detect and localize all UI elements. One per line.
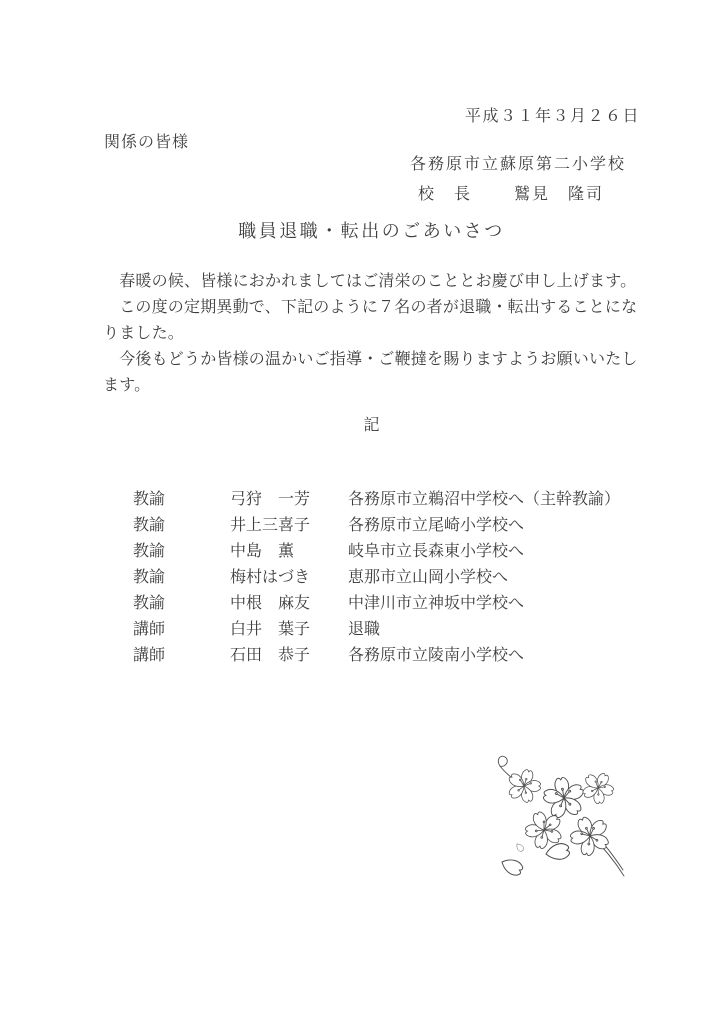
date: 平成３１年３月２６日 <box>464 108 640 125</box>
spacer <box>472 181 514 204</box>
staff-destination: 各務原市立陵南小学校へ <box>348 647 525 664</box>
staff-name: 井上三喜子 <box>230 517 311 534</box>
staff-name: 梅村はづき <box>230 569 311 586</box>
staff-destination: 中津川市立神坂中学校へ <box>348 595 525 612</box>
document-title: 職員退職・転出のごあいさつ <box>238 221 505 241</box>
staff-row <box>133 513 620 539</box>
staff-name: 白井 葉子 <box>230 621 311 638</box>
staff-role: 教諭 <box>133 491 166 508</box>
staff-name: 中島 薫 <box>230 543 295 560</box>
staff-role: 教諭 <box>133 595 166 612</box>
staff-name: 弓狩 一芳 <box>230 491 311 508</box>
staff-name: 石田 恭子 <box>230 647 311 664</box>
staff-row <box>133 539 620 565</box>
staff-row <box>133 617 620 643</box>
staff-role: 講師 <box>133 621 166 638</box>
paragraph: この度の定期異動で、下記のように７名の者が退職・転出することになりました。 <box>103 299 638 342</box>
staff-role: 教諭 <box>133 517 166 534</box>
principal-line <box>418 181 604 204</box>
staff-role: 教諭 <box>133 543 166 560</box>
school-name: 各務原市立蘇原第二小学校 <box>410 156 627 173</box>
paragraph: 春暖の候、皆様におかれましてはご清栄のこととお慶び申し上げます。 <box>103 273 637 290</box>
cherry-blossom-illustration <box>472 742 658 888</box>
record-marker: 記 <box>363 417 380 434</box>
principal-name: 鷲見 隆司 <box>514 186 605 203</box>
staff-name: 中根 麻友 <box>230 595 311 612</box>
paragraph: 今後もどうか皆様の温かいご指導・ご鞭撻を賜りますようお願いいたします。 <box>103 351 638 394</box>
staff-role: 教諭 <box>133 569 166 586</box>
staff-destination: 恵那市立山岡小学校へ <box>348 569 509 586</box>
staff-destination: 各務原市立尾崎小学校へ <box>348 517 525 534</box>
principal-title: 校 長 <box>418 186 473 203</box>
staff-list <box>133 487 620 669</box>
staff-row <box>133 591 620 617</box>
staff-role: 講師 <box>133 647 166 664</box>
staff-destination: 岐阜市立長森東小学校へ <box>348 543 525 560</box>
staff-row <box>133 565 620 591</box>
staff-row <box>133 643 620 669</box>
recipient: 関係の皆様 <box>104 134 190 151</box>
staff-row <box>133 487 620 513</box>
body-text <box>103 269 643 399</box>
staff-destination: 各務原市立鵜沼中学校へ（主幹教諭） <box>348 491 621 508</box>
staff-destination: 退職 <box>348 621 381 638</box>
